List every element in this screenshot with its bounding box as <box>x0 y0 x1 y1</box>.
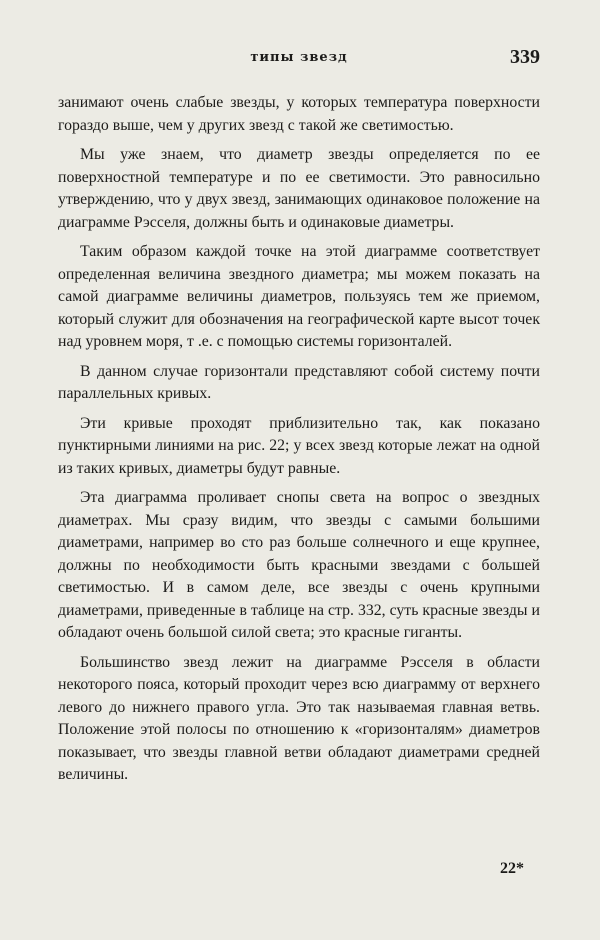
paragraph-6: Эта диаграмма проливает снопы света на вопрос о звездных диаметрах. Мы сразу видим, что звезды с самыми большими диаметрами, например во сто раз больше солнечного и еще крупнее, должны по необходимости быть красными звездами с большей светимостью. И в самом деле, все звезды с очень крупными диаметрами, приведенные в таблице на стр. 332, суть красные звезды и обладают очень большой силой света; это красные гиганты. <box>58 489 540 641</box>
paragraph-1: занимают очень слабые звезды, у которых температура поверхности гораздо выше, чем у других звезд с такой же светимостью. <box>58 94 540 134</box>
page-number: 339 <box>510 46 540 68</box>
body-text <box>58 92 540 794</box>
paragraph-4: В данном случае горизонтали представляют собой систему почти параллельных кривых. <box>58 362 540 402</box>
paragraph-3: Таким образом каждой точке на этой диаграмме соответствует определенная величина звездного диаметра; мы можем показать на самой диаграмме величины диаметров, пользуясь тем же приемом, который служит для обозначения на географической карте высот точек над уровнем моря, т .е. с помощью системы горизонталей. <box>58 243 540 350</box>
running-head <box>58 48 540 72</box>
paragraph-7: Большинство звезд лежит на диаграмме Рэсселя в области некоторого пояса, который проходит через всю диаграмму от верхнего левого до нижнего правого угла. Это так называемая главная ветвь. Положение этой полосы по отношению к «горизонталям» диаметров показывает, что звезды главной ветви обладают диаметрами средней величины. <box>58 653 540 783</box>
running-title: типы звезд <box>250 50 348 65</box>
paragraph-2: Мы уже знаем, что диаметр звезды определяется по ее поверхностной температуре и по ее светимости. Это равносильно утверждению, что у двух звезд, занимающих одинаковое положение на диаграмме Рэсселя, должны быть и одинаковые диаметры. <box>58 146 540 231</box>
paragraph-5: Эти кривые проходят приблизительно так, как показано пунктирными линиями на рис. 22; у всех звезд которые лежат на одной из таких кривых, диаметры будут равные. <box>58 414 540 477</box>
signature-mark: 22* <box>500 860 524 877</box>
